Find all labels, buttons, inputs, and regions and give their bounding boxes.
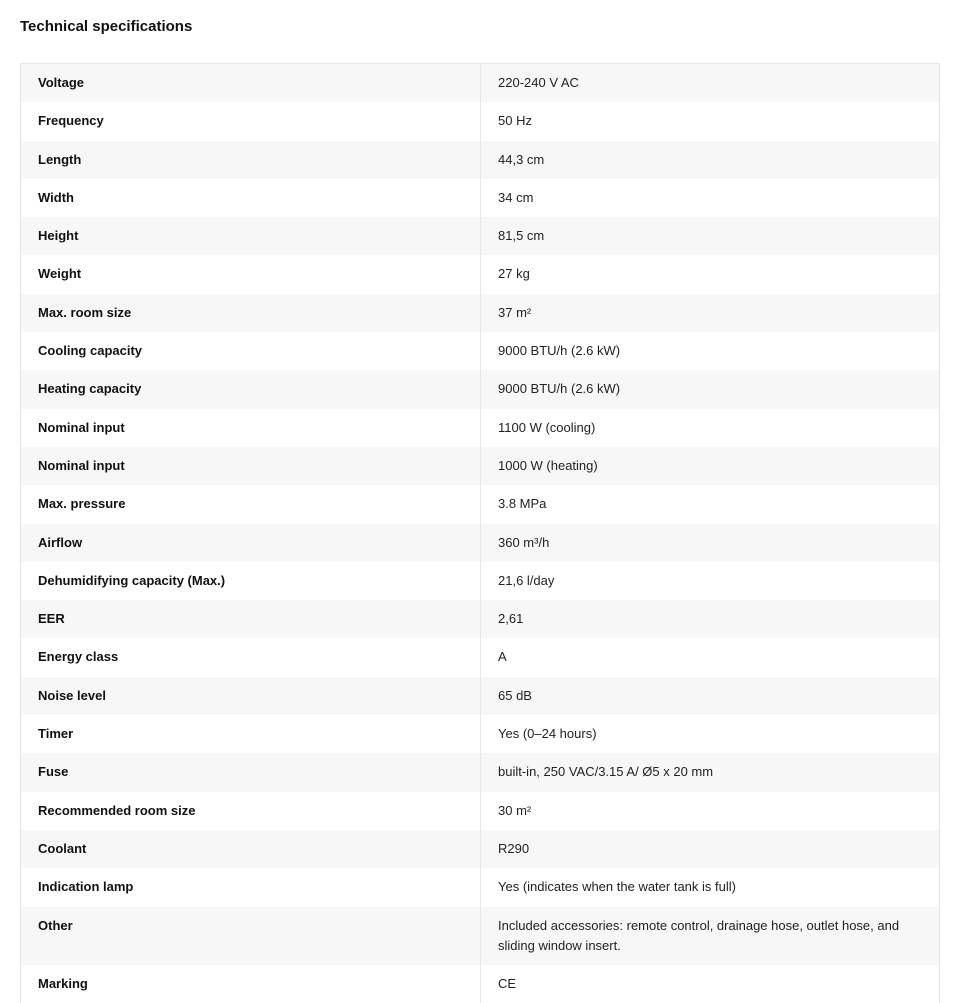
spec-row	[21, 965, 939, 1003]
spec-table	[20, 63, 940, 1003]
spec-label: Max. pressure	[21, 485, 481, 523]
spec-label: Marking	[21, 965, 481, 1003]
spec-value: 37 m²	[498, 304, 532, 320]
spec-value: built-in, 250 VAC/3.15 A/ Ø5 x 20 mm	[498, 764, 714, 780]
spec-label: Noise level	[21, 677, 481, 715]
spec-label: Airflow	[21, 524, 481, 562]
spec-label: Voltage	[21, 64, 481, 102]
spec-value: 3.8 MPa	[498, 496, 547, 512]
spec-value: 65 dB	[498, 687, 532, 703]
spec-row	[21, 753, 939, 791]
spec-row	[21, 524, 939, 562]
spec-row	[21, 715, 939, 753]
spec-row	[21, 868, 939, 906]
spec-row	[21, 294, 939, 332]
spec-row	[21, 217, 939, 255]
spec-value: Yes (0–24 hours)	[498, 726, 597, 742]
spec-label: Frequency	[21, 102, 481, 140]
spec-value: Included accessories: remote control, drainage hose, outlet hose, and sliding window insert.	[498, 917, 900, 953]
spec-row	[21, 562, 939, 600]
spec-value: 81,5 cm	[498, 228, 545, 244]
spec-value: 50 Hz	[498, 113, 532, 129]
spec-label: Width	[21, 179, 481, 217]
spec-value: 2,61	[498, 611, 524, 627]
spec-label: Nominal input	[21, 409, 481, 447]
spec-label: Energy class	[21, 638, 481, 676]
spec-row	[21, 447, 939, 485]
spec-row	[21, 638, 939, 676]
spec-value: Yes (indicates when the water tank is full)	[498, 879, 736, 895]
spec-value: 34 cm	[498, 189, 534, 205]
spec-value: CE	[498, 975, 517, 991]
spec-row	[21, 255, 939, 293]
spec-label: Fuse	[21, 753, 481, 791]
spec-value: 27 kg	[498, 266, 530, 282]
spec-row	[21, 370, 939, 408]
spec-label: Heating capacity	[21, 370, 481, 408]
spec-label: Dehumidifying capacity (Max.)	[21, 562, 481, 600]
spec-value: R290	[498, 840, 530, 856]
spec-row	[21, 830, 939, 868]
spec-label: Weight	[21, 255, 481, 293]
spec-row	[21, 677, 939, 715]
spec-row	[21, 179, 939, 217]
spec-value: 9000 BTU/h (2.6 kW)	[498, 381, 621, 397]
spec-label: Timer	[21, 715, 481, 753]
spec-label: Indication lamp	[21, 868, 481, 906]
spec-row	[21, 141, 939, 179]
spec-value: A	[498, 649, 507, 665]
page-title: Technical specifications	[20, 18, 193, 35]
spec-label: Max. room size	[21, 294, 481, 332]
spec-value: 21,6 l/day	[498, 572, 555, 588]
spec-label: Recommended room size	[21, 792, 481, 830]
spec-label: Length	[21, 141, 481, 179]
spec-row	[21, 600, 939, 638]
spec-row	[21, 792, 939, 830]
spec-label: Nominal input	[21, 447, 481, 485]
spec-label: Height	[21, 217, 481, 255]
spec-row	[21, 332, 939, 370]
spec-value: 1000 W (heating)	[498, 457, 598, 473]
spec-row	[21, 102, 939, 140]
spec-row	[21, 485, 939, 523]
spec-value: 1100 W (cooling)	[498, 419, 596, 435]
spec-label: Other	[21, 907, 481, 965]
spec-value: 220-240 V AC	[498, 75, 579, 90]
spec-label: Cooling capacity	[21, 332, 481, 370]
spec-row	[21, 907, 939, 965]
spec-row	[21, 409, 939, 447]
spec-value: 360 m³/h	[498, 534, 550, 550]
spec-value: 30 m²	[498, 802, 532, 818]
spec-label: Coolant	[21, 830, 481, 868]
spec-label: EER	[21, 600, 481, 638]
spec-value: 9000 BTU/h (2.6 kW)	[498, 343, 621, 359]
spec-row	[21, 64, 939, 102]
spec-value: 44,3 cm	[498, 151, 545, 167]
